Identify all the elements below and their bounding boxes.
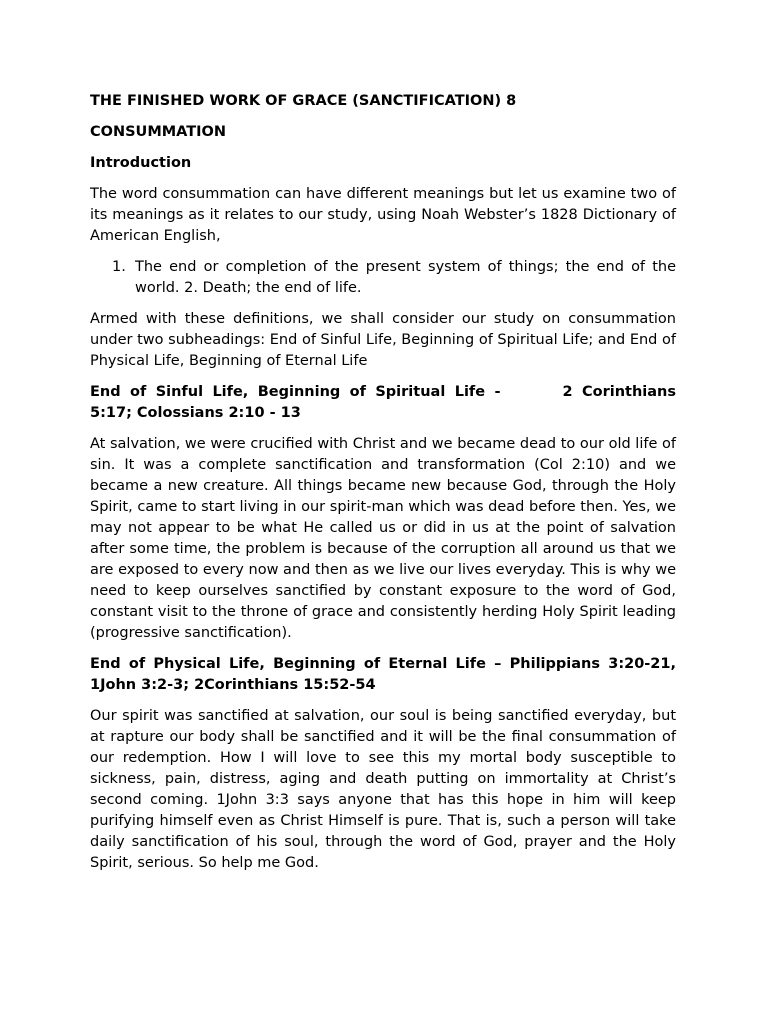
section2-heading: End of Physical Life, Beginning of Eternal Life – Philippians 3:20-21, 1John 3:2-3; 2Corinthians 15:52-54 [90, 656, 676, 693]
intro-paragraph: The word consummation can have different meanings but let us examine two of its meanings as it relates to our study, using Noah Webster’s 1828 Dictionary of American English, [90, 186, 676, 244]
list-item-text: The end or completion of the present system of things; the end of the world. 2. Death; the end of life. [135, 259, 676, 296]
section1-heading-text: End of Sinful Life, Beginning of Spiritual Life - [90, 384, 501, 400]
intro-heading: Introduction [90, 155, 192, 171]
armed-paragraph: Armed with these definitions, we shall consider our study on consummation under two subheadings: End of Sinful Life, Beginning of Spiritual Life; and End of Physical Life, Beginning of Eternal Life [90, 311, 676, 369]
list-item-number: 1. [112, 259, 126, 275]
section2-body: Our spirit was sanctified at salvation, our soul is being sanctified everyday, but at rapture our body shall be sanctified and it will be the final consummation of our redemption. How I will love to see this my mortal body susceptible to sickness, pain, distress, aging and death putting on immortality at Christ’s second coming. 1John 3:3 says anyone that has this hope in him will keep purifying himself even as Christ Himself is pure. That is, such a person will take daily sanctification of his soul, through the word of God, prayer and the Holy Spirit, serious. So help me God. [90, 708, 676, 871]
section-title: CONSUMMATION [90, 124, 227, 140]
list-item [90, 257, 676, 299]
document-title: THE FINISHED WORK OF GRACE (SANCTIFICATION) 8 [90, 93, 517, 109]
document-page [90, 91, 676, 884]
definitions-list [90, 257, 676, 299]
section1-reference: 2 Corinthians 5:17; Colossians 2:10 - 13 [90, 384, 676, 421]
section1-body: At salvation, we were crucified with Christ and we became dead to our old life of sin. It was a complete sanctification and transformation (Col 2:10) and we became a new creature. All things became new because God, through the Holy Spirit, came to start living in our spirit-man which was dead before then. Yes, we may not appear to be what He called us or did in us at the point of salvation after some time, the problem is because of the corruption all around us that we are exposed to every now and then as we live our lives everyday. This is why we need to keep ourselves sanctified by constant exposure to the word of God, constant visit to the throne of grace and consistently herding Holy Spirit leading (progressive sanctification). [90, 436, 676, 641]
section1-heading [90, 382, 676, 424]
